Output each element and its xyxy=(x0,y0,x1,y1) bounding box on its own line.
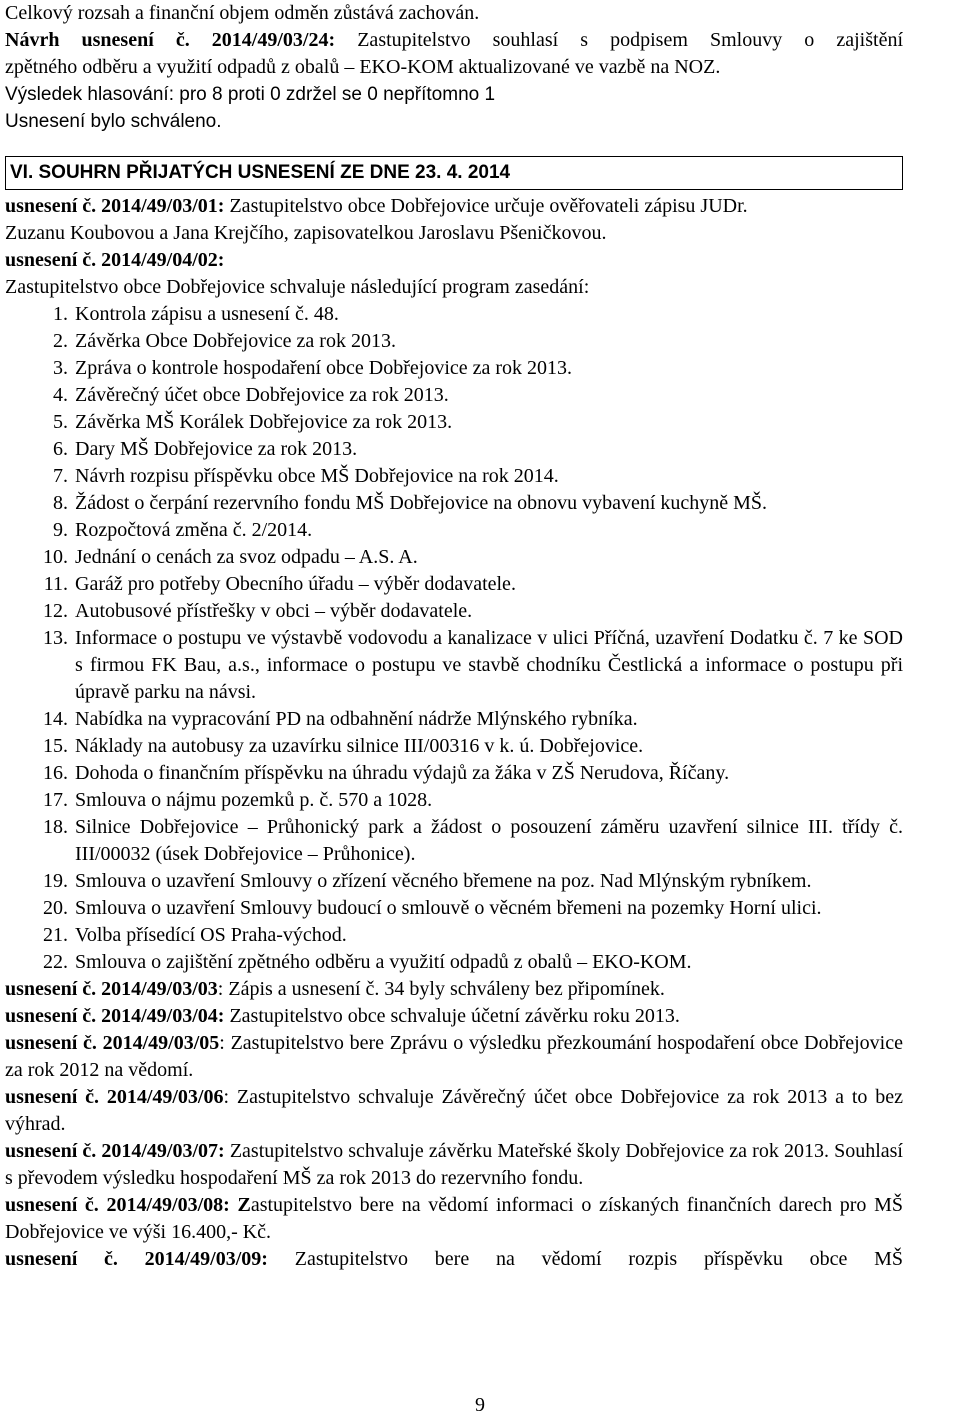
program-item-text: Závěrka MŠ Korálek Dobřejovice za rok 2013. xyxy=(75,411,453,433)
program-item-number: 8. xyxy=(53,492,68,514)
program-item xyxy=(5,301,903,328)
draft-resolution-line xyxy=(5,27,903,54)
program-item-text: Informace o postupu ve výstavbě vodovodu a kanalizace v ulici Příčná, uzavření Dodatku č. 7 ke SOD s firmou FK Bau, a.s., informace o postupu ve stavbě chodníku Čestlická a informace o postupu při úpravě parku na návsi. xyxy=(75,627,903,703)
text-line: Celkový rozsah a finanční objem odměn zůstává zachován. xyxy=(5,2,480,24)
program-item xyxy=(5,463,903,490)
vote-result: Výsledek hlasování: pro 8 proti 0 zdržel se 0 nepřítomno 1 xyxy=(5,84,496,105)
resolution-label: usnesení č. xyxy=(5,249,97,271)
resolution-item xyxy=(5,1246,903,1273)
program-item-number: 19. xyxy=(43,870,68,892)
program-item-number: 11. xyxy=(43,573,68,595)
program-item-text: Autobusové přístřešky v obci – výběr dodavatele. xyxy=(75,600,473,622)
program-item-number: 21. xyxy=(43,924,68,946)
program-item xyxy=(5,625,903,706)
program-item-number: 16. xyxy=(43,762,68,784)
program-item-text: Nabídka na vypracování PD na odbahnění nádrže Mlýnského rybníka. xyxy=(75,708,638,730)
program-item xyxy=(5,328,903,355)
program-item xyxy=(5,733,903,760)
program-item-number: 1. xyxy=(53,303,68,325)
program-item-text: Volba přísedící OS Praha-východ. xyxy=(75,924,347,946)
resolution-text: Zastupitelstvo schvaluje závěrku Mateřské školy Dobřejovice za rok 2013. Souhlasí s převodem výsledku hospodaření MŠ za rok 2013 do rezervního fondu. xyxy=(5,1140,903,1189)
resolution-label: usnesení č. 2014/49/03/07: xyxy=(5,1140,225,1162)
resolution-number: 2014/49/03/01: xyxy=(96,195,225,217)
resolution-item xyxy=(5,1084,903,1138)
program-list xyxy=(5,301,903,976)
text-line: zpětného odběru a využití odpadů z obalů – EKO-KOM aktualizované ve vazbě na NOZ. xyxy=(5,56,721,78)
program-item-number: 15. xyxy=(43,735,68,757)
resolution-text: Zastupitelstvo obce Dobřejovice určuje ověřovateli zápisu JUDr. xyxy=(224,195,748,217)
program-item xyxy=(5,706,903,733)
program-item xyxy=(5,382,903,409)
program-item xyxy=(5,355,903,382)
resolution-label: usnesení č. 2014/49/03/03 xyxy=(5,978,218,1000)
program-item-text: Smlouva o uzavření Smlouvy o zřízení věcného břemene na poz. Nad Mlýnským rybníkem. xyxy=(75,870,812,892)
resolution-text: Zastupitelstvo schvaluje Závěrečný účet obce Dobřejovice za rok 2013 a to bez výhrad. xyxy=(5,1086,904,1135)
resolution-separator: : xyxy=(219,1032,225,1054)
resolution-text: Zastupitelstvo bere Zprávu o výsledku přezkoumání hospodaření obce Dobřejovice za rok 2012 na vědomí. xyxy=(5,1032,903,1081)
program-item xyxy=(5,490,903,517)
program-item-number: 3. xyxy=(53,357,68,379)
program-item-text: Žádost o čerpání rezervního fondu MŠ Dobřejovice na obnovu vybavení kuchyně MŠ. xyxy=(75,492,768,514)
program-item-text: Návrh rozpisu příspěvku obce MŠ Dobřejovice na rok 2014. xyxy=(75,465,559,487)
draft-resolution-text: Zastupitelstvo souhlasí s podpisem Smlouvy o zajištění xyxy=(335,29,903,51)
resolution-item xyxy=(5,1192,903,1246)
program-item-text: Závěrečný účet obce Dobřejovice za rok 2013. xyxy=(75,384,449,406)
program-item-number: 17. xyxy=(43,789,68,811)
program-item xyxy=(5,436,903,463)
program-intro: Zastupitelstvo obce Dobřejovice schvaluje následující program zasedání: xyxy=(5,276,590,298)
resolution-0101 xyxy=(5,193,903,220)
program-item xyxy=(5,598,903,625)
program-item xyxy=(5,787,903,814)
program-item-text: Rozpočtová změna č. 2/2014. xyxy=(75,519,313,541)
program-item-text: Smlouva o nájmu pozemků p. č. 570 a 1028. xyxy=(75,789,433,811)
resolution-text: Zastupitelstvo bere na vědomí rozpis příspěvku obce MŠ xyxy=(267,1248,904,1270)
program-item xyxy=(5,517,903,544)
program-item-number: 6. xyxy=(53,438,68,460)
program-item xyxy=(5,868,903,895)
resolution-label: usnesení č. 2014/49/03/09: xyxy=(5,1248,268,1270)
page-number: 9 xyxy=(475,1394,485,1416)
approval-status: Usnesení bylo schváleno. xyxy=(5,111,222,132)
resolution-label: usnesení č. 2014/49/03/05 xyxy=(5,1032,220,1054)
program-item-text: Garáž pro potřeby Obecního úřadu – výběr dodavatele. xyxy=(75,573,516,595)
program-item xyxy=(5,409,903,436)
resolution-label: usnesení č. 2014/49/03/08: Z xyxy=(5,1194,251,1216)
program-item-number: 14. xyxy=(43,708,68,730)
resolution-text: astupitelstvo bere na vědomí informaci o získaných finančních darech pro MŠ Dobřejovice ve výši 16.400,- Kč. xyxy=(5,1194,903,1243)
program-item-text: Kontrola zápisu a usnesení č. 48. xyxy=(75,303,339,325)
resolution-item xyxy=(5,976,903,1003)
resolution-separator: : xyxy=(223,1086,230,1108)
resolution-item xyxy=(5,1003,903,1030)
resolution-item xyxy=(5,1138,903,1192)
resolution-text-cont: Zuzanu Koubovou a Jana Krejčího, zapisovatelkou Jaroslavu Pšeničkovou. xyxy=(5,222,607,244)
program-item-number: 13. xyxy=(43,627,68,649)
program-item-number: 5. xyxy=(53,411,68,433)
program-item-number: 9. xyxy=(53,519,68,541)
program-item-number: 12. xyxy=(43,600,68,622)
program-item-number: 2. xyxy=(53,330,68,352)
resolution-text: Zápis a usnesení č. 34 byly schváleny bez připomínek. xyxy=(223,978,665,1000)
program-item-text: Dary MŠ Dobřejovice za rok 2013. xyxy=(75,438,358,460)
program-item xyxy=(5,949,903,976)
program-item xyxy=(5,571,903,598)
program-item-text: Náklady na autobusy za uzavírku silnice III/00316 v k. ú. Dobřejovice. xyxy=(75,735,644,757)
draft-resolution-label: Návrh usnesení č. 2014/49/03/24: xyxy=(5,29,336,51)
program-item xyxy=(5,895,903,922)
program-item-number: 4. xyxy=(53,384,68,406)
resolution-number: 2014/49/04/02: xyxy=(96,249,225,271)
resolution-text: Zastupitelstvo obce schvaluje účetní závěrku roku 2013. xyxy=(224,1005,680,1027)
program-item-text: Dohoda o finančním příspěvku na úhradu výdajů za žáka v ZŠ Nerudova, Říčany. xyxy=(75,762,730,784)
program-item-text: Jednání o cenách za svoz odpadu – A.S. A. xyxy=(75,546,418,568)
program-item xyxy=(5,760,903,787)
resolution-separator: : xyxy=(217,978,224,1000)
program-item-text: Zpráva o kontrole hospodaření obce Dobřejovice za rok 2013. xyxy=(75,357,573,379)
program-item-number: 22. xyxy=(43,951,68,973)
program-item xyxy=(5,814,903,868)
resolution-0402 xyxy=(5,247,903,274)
program-item-text: Smlouva o zajištění zpětného odběru a využití odpadů z obalů – EKO-KOM. xyxy=(75,951,692,973)
program-item-text: Smlouva o uzavření Smlouvy budoucí o smlouvě o věcném břemeni na pozemky Horní ulici. xyxy=(75,897,822,919)
section-heading: VI. SOUHRN PŘIJATÝCH USNESENÍ ZE DNE 23. 4. 2014 xyxy=(5,156,903,190)
program-item-number: 20. xyxy=(43,897,68,919)
resolution-label: usnesení č. 2014/49/03/04: xyxy=(5,1005,225,1027)
program-item xyxy=(5,922,903,949)
resolution-label: usnesení č. xyxy=(5,195,97,217)
resolution-label: usnesení č. 2014/49/03/06 xyxy=(5,1086,224,1108)
program-item-number: 18. xyxy=(43,816,68,838)
resolutions-list xyxy=(5,976,903,1273)
program-item-number: 10. xyxy=(43,546,68,568)
resolution-item xyxy=(5,1030,903,1084)
program-item-number: 7. xyxy=(53,465,68,487)
program-item xyxy=(5,544,903,571)
program-item-text: Silnice Dobřejovice – Průhonický park a žádost o posouzení záměru uzavření silnice III. třídy č. III/00032 (úsek Dobřejovice – Průhonice). xyxy=(75,816,903,865)
program-item-text: Závěrka Obce Dobřejovice za rok 2013. xyxy=(75,330,396,352)
